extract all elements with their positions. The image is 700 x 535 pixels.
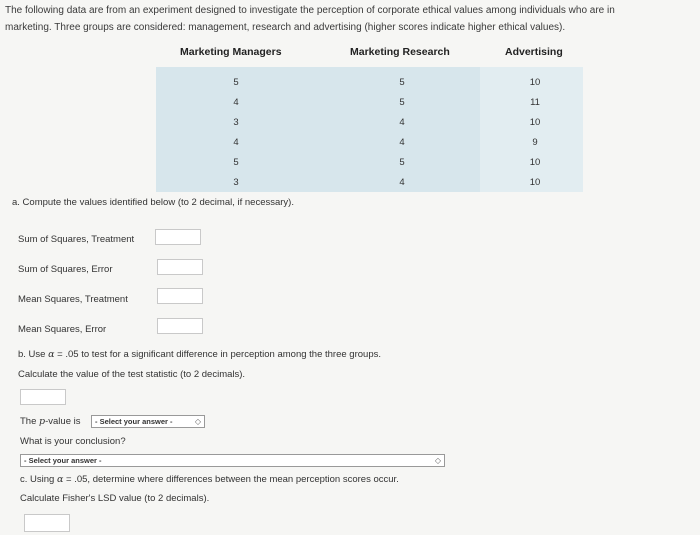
advertising-cell: 9	[532, 137, 538, 148]
advertising-cell: 10	[529, 117, 541, 128]
part-b-prompt-pre: b. Use	[18, 349, 49, 360]
intro-line-1: The following data are from an experiment designed to investigate the perception of corporate ethical values among individuals who are in	[5, 5, 615, 16]
alpha-symbol: α	[48, 349, 55, 360]
p-symbol: p	[39, 416, 46, 427]
conclusion-question: What is your conclusion?	[20, 436, 126, 447]
chevron-updown-icon: ◇	[434, 456, 441, 465]
research-cell: 4	[399, 177, 405, 188]
header-advertising: Advertising	[505, 46, 563, 58]
research-cell: 5	[399, 157, 405, 168]
part-a-prompt: a. Compute the values identified below (to 2 decimal, if necessary).	[12, 197, 294, 208]
conclusion-select-text: - Select your answer -	[24, 456, 102, 465]
ss-error-input[interactable]	[157, 259, 203, 275]
lsd-input[interactable]	[24, 514, 70, 532]
research-cell: 4	[399, 137, 405, 148]
conclusion-select[interactable]	[20, 454, 445, 467]
header-marketing-research: Marketing Research	[350, 46, 450, 58]
part-c-calc: Calculate Fisher's LSD value (to 2 decimals).	[20, 493, 210, 504]
pvalue-label-post: -value is	[45, 416, 81, 427]
managers-cell: 4	[233, 137, 239, 148]
research-cell: 4	[399, 117, 405, 128]
ms-error-label: Mean Squares, Error	[18, 324, 107, 335]
advertising-cell: 10	[529, 177, 541, 188]
ss-treatment-input[interactable]	[155, 229, 201, 245]
problem-intro	[5, 2, 695, 36]
ms-treatment-input[interactable]	[157, 288, 203, 304]
ms-error-input[interactable]	[157, 318, 203, 334]
part-c-prompt	[20, 474, 399, 485]
part-b-calc: Calculate the value of the test statistic (to 2 decimals).	[18, 369, 246, 380]
research-cell: 5	[399, 97, 405, 108]
chevron-updown-icon: ◇	[194, 417, 201, 426]
pvalue-select[interactable]	[91, 415, 205, 428]
part-c-prompt-pre: c. Using	[20, 474, 57, 485]
test-statistic-input[interactable]	[20, 389, 66, 405]
managers-cell: 3	[233, 117, 239, 128]
pvalue-label-pre: The	[20, 416, 40, 427]
managers-cell: 4	[233, 97, 239, 108]
research-cell: 5	[399, 77, 405, 88]
ss-error-label: Sum of Squares, Error	[18, 264, 113, 275]
pvalue-select-text: - Select your answer -	[95, 417, 173, 426]
managers-cell: 3	[233, 177, 239, 188]
managers-cell: 5	[233, 77, 239, 88]
alpha-symbol: α	[56, 474, 64, 485]
pvalue-label	[20, 416, 80, 427]
part-b-prompt-post: = .05 to test for a significant difference in perception among the three groups.	[54, 349, 381, 360]
advertising-cell: 10	[529, 157, 541, 168]
ss-treatment-label: Sum of Squares, Treatment	[18, 234, 135, 245]
part-b-prompt	[18, 349, 381, 360]
ms-treatment-label: Mean Squares, Treatment	[18, 294, 128, 305]
part-c-prompt-post: = .05, determine where differences between the mean perception scores occur.	[63, 474, 399, 485]
intro-line-2: marketing. Three groups are considered: management, research and advertising (higher scores indicate higher ethical values).	[5, 22, 566, 33]
header-marketing-managers: Marketing Managers	[180, 46, 282, 58]
advertising-cell: 10	[529, 77, 541, 88]
advertising-cell: 11	[530, 97, 540, 108]
managers-cell: 5	[233, 157, 239, 168]
